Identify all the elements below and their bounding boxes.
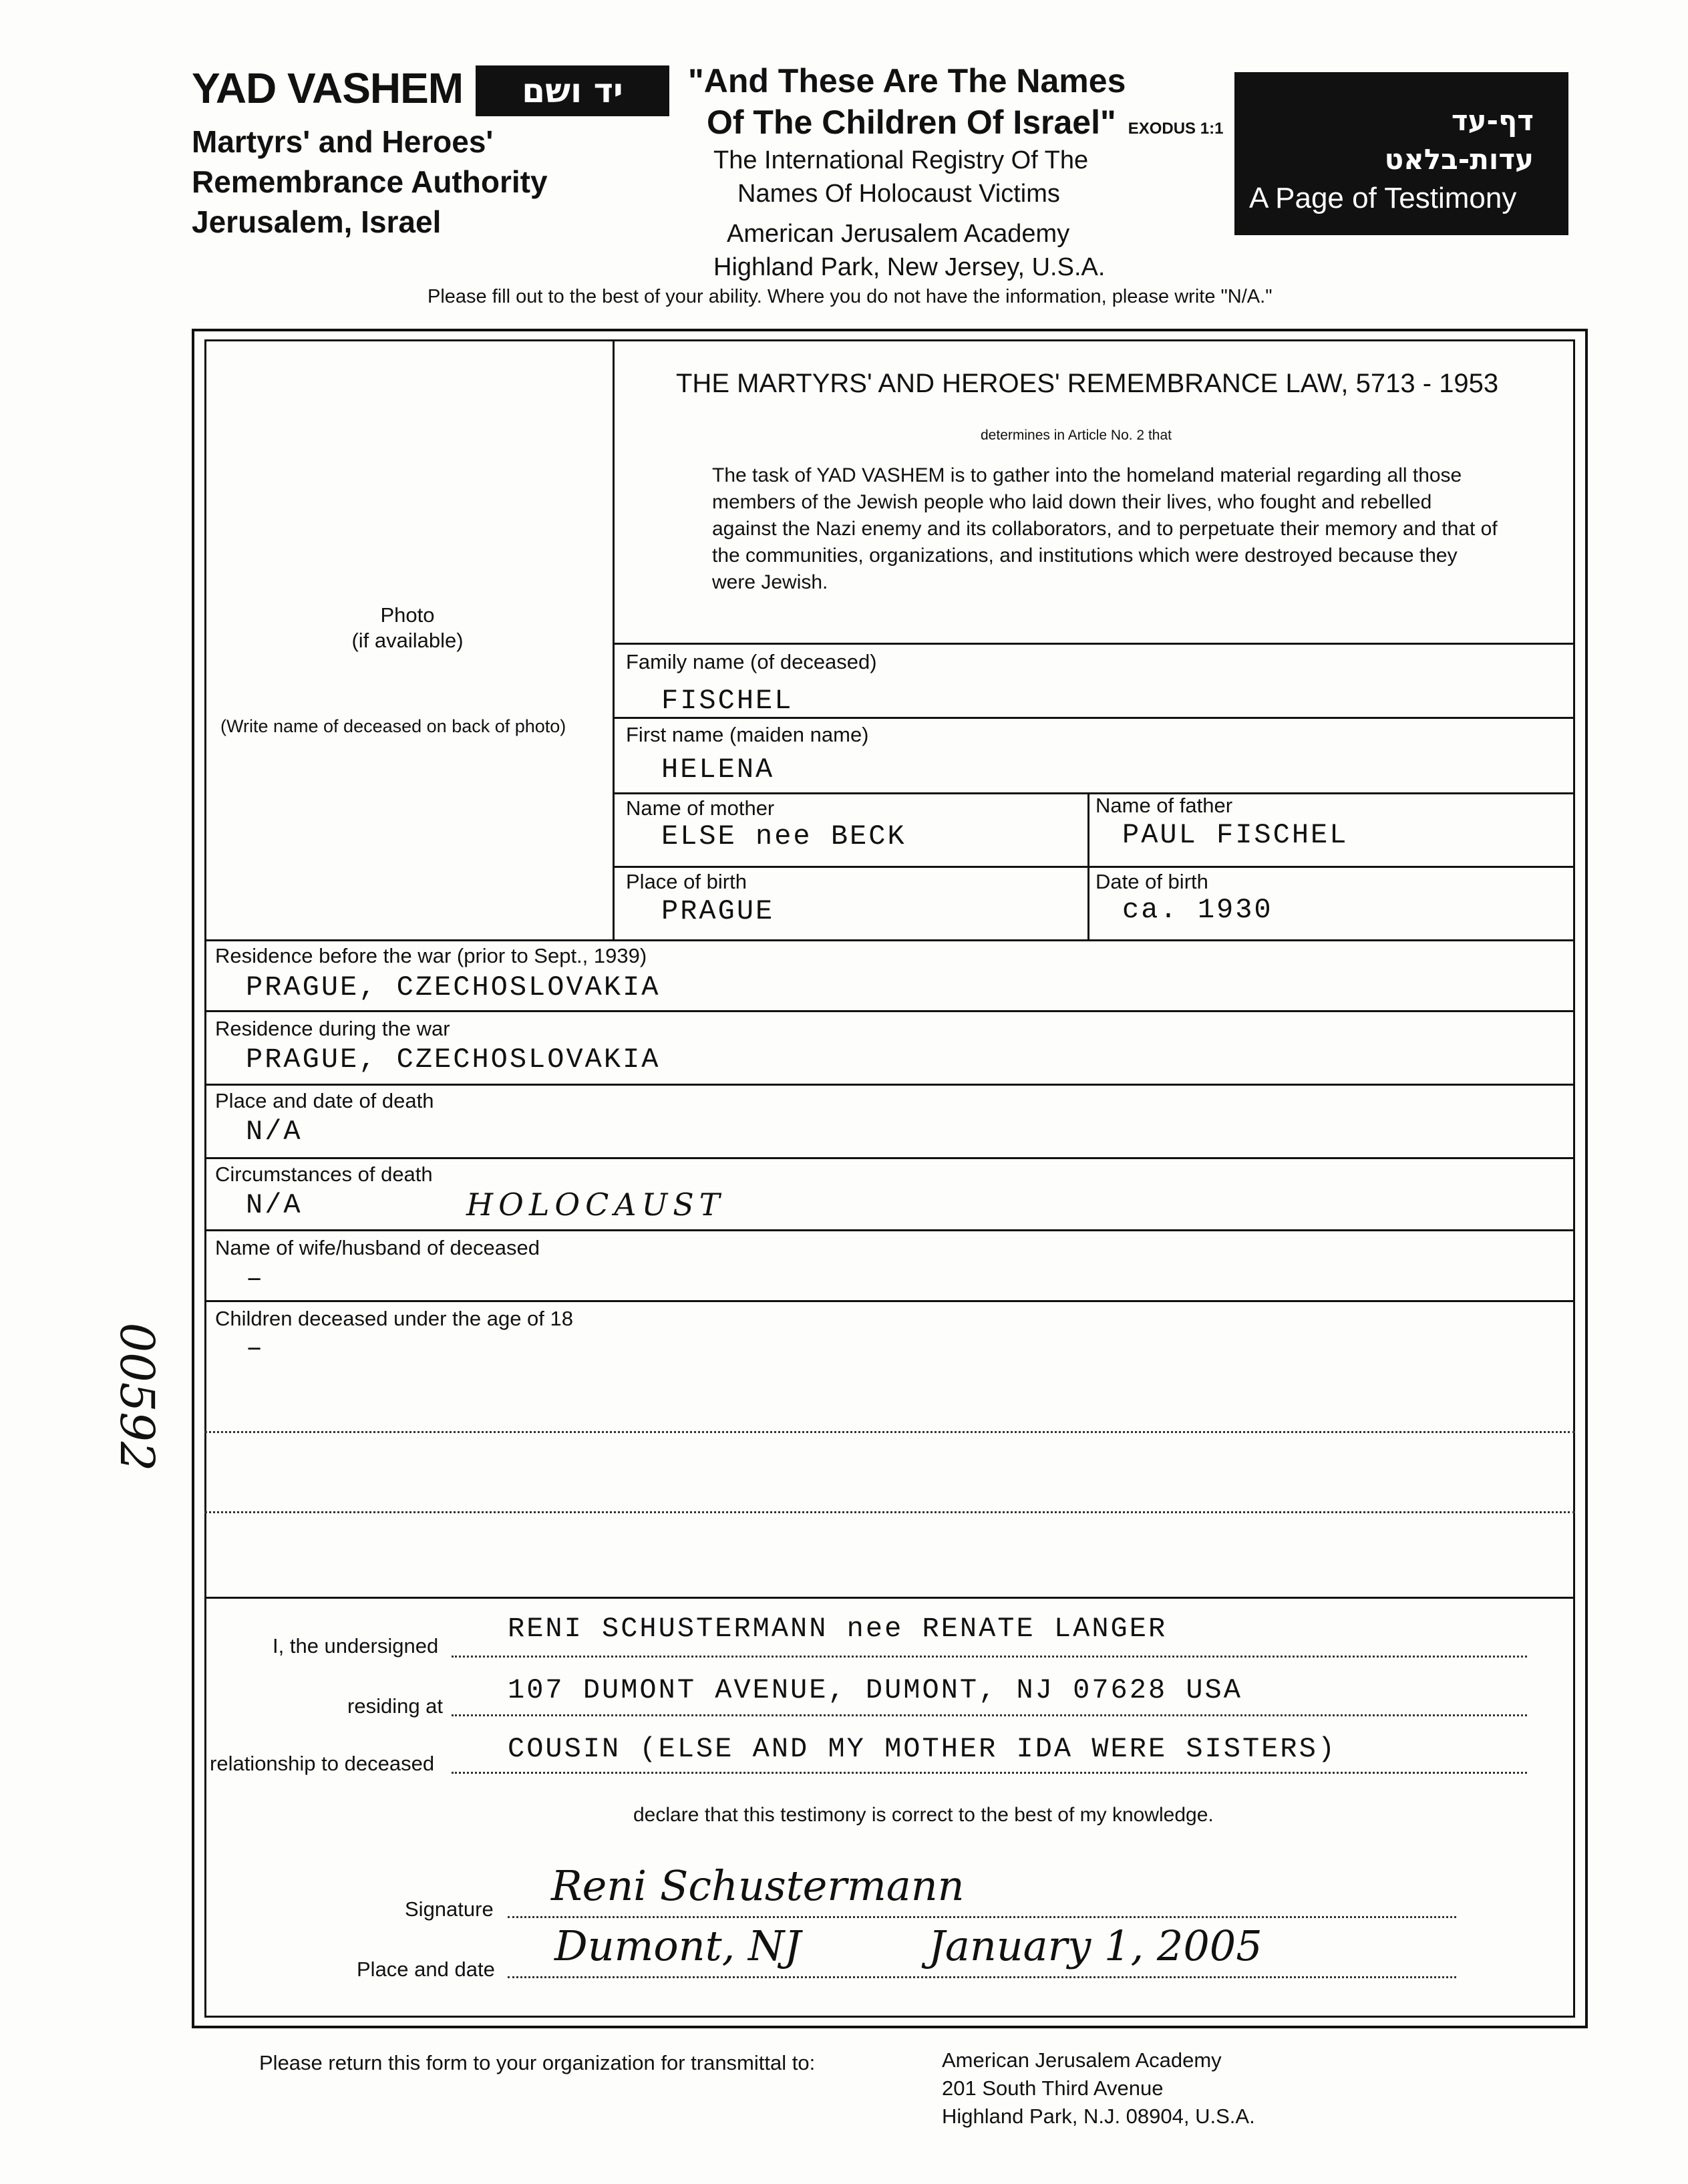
mother-value: ELSE nee BECK [661, 820, 906, 852]
dotted-line [508, 1916, 1456, 1918]
org-line-2: Remembrance Authority [192, 164, 548, 199]
margin-stamp-number: 00592 [110, 1322, 164, 1472]
org-logo-hebrew: יד ושם [476, 65, 669, 116]
death-circumstances-value: N/A [246, 1189, 303, 1221]
law-title: THE MARTYRS' AND HEROES' REMEMBRANCE LAW, 5713 - 1953 [676, 369, 1499, 398]
instructions: Please fill out to the best of your ability. Where you do not have the information, please write "N/A." [428, 286, 1273, 307]
photo-divider [613, 339, 615, 939]
divider [204, 1010, 1575, 1012]
divider [204, 1597, 1575, 1599]
pot-english: A Page of Testimony [1249, 182, 1517, 214]
death-place-date-value: N/A [246, 1116, 303, 1148]
family-name-value: FISCHEL [661, 685, 794, 717]
signature: Reni Schustermann [551, 1861, 965, 1910]
birth-place-label: Place of birth [626, 870, 747, 893]
org-line-3: Jerusalem, Israel [192, 204, 442, 239]
relationship-value: COUSIN (ELSE AND MY MOTHER IDA WERE SISTERS) [508, 1733, 1337, 1765]
place-date-label: Place and date [357, 1958, 495, 1981]
father-value: PAUL FISCHEL [1122, 819, 1349, 851]
photo-label [307, 603, 508, 653]
residence-during-label: Residence during the war [215, 1017, 450, 1040]
residence-before-value: PRAGUE, CZECHOSLOVAKIA [246, 971, 661, 1003]
pot-hebrew-line-2: עדות-בלאט [1384, 143, 1534, 176]
address-line-2: 201 South Third Avenue [942, 2076, 1164, 2100]
page-of-testimony-box [1234, 72, 1568, 235]
divider [613, 792, 1575, 794]
children-label: Children deceased under the age of 18 [215, 1307, 574, 1330]
father-label: Name of father [1095, 794, 1233, 817]
pot-hebrew-line-1: דף-עד [1451, 104, 1534, 137]
address-line-1: American Jerusalem Academy [942, 2048, 1222, 2072]
spouse-value: – [246, 1263, 265, 1295]
return-address [942, 2046, 1255, 2131]
birth-place-value: PRAGUE [661, 895, 775, 927]
academy-line-1: American Jerusalem Academy [727, 220, 1070, 248]
birth-date-label: Date of birth [1095, 870, 1208, 893]
divider [613, 717, 1575, 719]
residing-label: residing at [347, 1694, 444, 1718]
death-place-date-label: Place and date of death [215, 1089, 434, 1112]
registry-title [713, 144, 1088, 210]
registry-line-1: The International Registry Of The [713, 146, 1089, 174]
divider [204, 1084, 1575, 1086]
quote-line-1: "And These Are The Names [688, 62, 1126, 100]
law-text: The task of YAD VASHEM is to gather into the homeland material regarding all those members of the Jewish people who laid down their lives, who fought and rebelled against the Nazi enemy and its collaborators, and to perpetuate their memory and that of the communities, organizations, and institutions which were destroyed because they were Jewish. [712, 464, 1498, 593]
pot-hebrew [1385, 102, 1534, 179]
photo-label-line-2: (if available) [351, 629, 464, 652]
signature-date: January 1, 2005 [929, 1921, 1262, 1970]
dotted-line [452, 1714, 1527, 1716]
spouse-label: Name of wife/husband of deceased [215, 1236, 540, 1259]
first-name-label: First name (maiden name) [626, 723, 869, 746]
birth-date-value: ca. 1930 [1122, 894, 1273, 926]
quote-reference: EXODUS 1:1 [1128, 120, 1224, 138]
photo-label-line-1: Photo [380, 603, 435, 627]
death-circumstances-handwritten: HOLOCAUST [466, 1187, 725, 1223]
dotted-line [204, 1431, 1575, 1433]
divider [204, 939, 1575, 941]
death-circumstances-label: Circumstances of death [215, 1162, 433, 1186]
dotted-line [452, 1772, 1527, 1774]
declaration: declare that this testimony is correct to the best of my knowledge. [633, 1804, 1214, 1826]
relationship-label: relationship to deceased [210, 1752, 435, 1775]
academy-info [713, 217, 1105, 284]
first-name-value: HELENA [661, 754, 775, 786]
divider [204, 1300, 1575, 1302]
org-name: YAD VASHEM [192, 64, 464, 112]
undersigned-value: RENI SCHUSTERMANN nee RENATE LANGER [508, 1613, 1168, 1645]
divider [613, 643, 1575, 645]
signature-place: Dumont, NJ [554, 1921, 802, 1970]
biblical-quote [688, 60, 1223, 150]
dotted-line [452, 1656, 1527, 1658]
divider [613, 866, 1575, 868]
photo-note: (Write name of deceased on back of photo) [220, 716, 566, 736]
residing-value: 107 DUMONT AVENUE, DUMONT, NJ 07628 USA [508, 1674, 1242, 1706]
address-line-3: Highland Park, N.J. 08904, U.S.A. [942, 2104, 1255, 2128]
return-instructions: Please return this form to your organization for transmittal to: [259, 2051, 816, 2074]
family-name-label: Family name (of deceased) [626, 650, 877, 673]
undersigned-label: I, the undersigned [273, 1634, 439, 1658]
residence-before-label: Residence before the war (prior to Sept., 1939) [215, 944, 647, 967]
dotted-line [204, 1511, 1575, 1513]
dotted-line [508, 1976, 1456, 1978]
children-value: – [246, 1332, 265, 1364]
registry-line-2: Names Of Holocaust Victims [737, 180, 1060, 208]
divider [204, 1157, 1575, 1159]
residence-during-value: PRAGUE, CZECHOSLOVAKIA [246, 1044, 661, 1076]
org-line-1: Martyrs' and Heroes' [192, 124, 494, 159]
academy-line-2: Highland Park, New Jersey, U.S.A. [713, 253, 1106, 281]
law-subtitle: determines in Article No. 2 that [981, 428, 1172, 443]
signature-label: Signature [405, 1897, 494, 1921]
quote-line-2: Of The Children Of Israel" [707, 104, 1116, 141]
mother-label: Name of mother [626, 796, 775, 820]
divider [204, 1229, 1575, 1231]
